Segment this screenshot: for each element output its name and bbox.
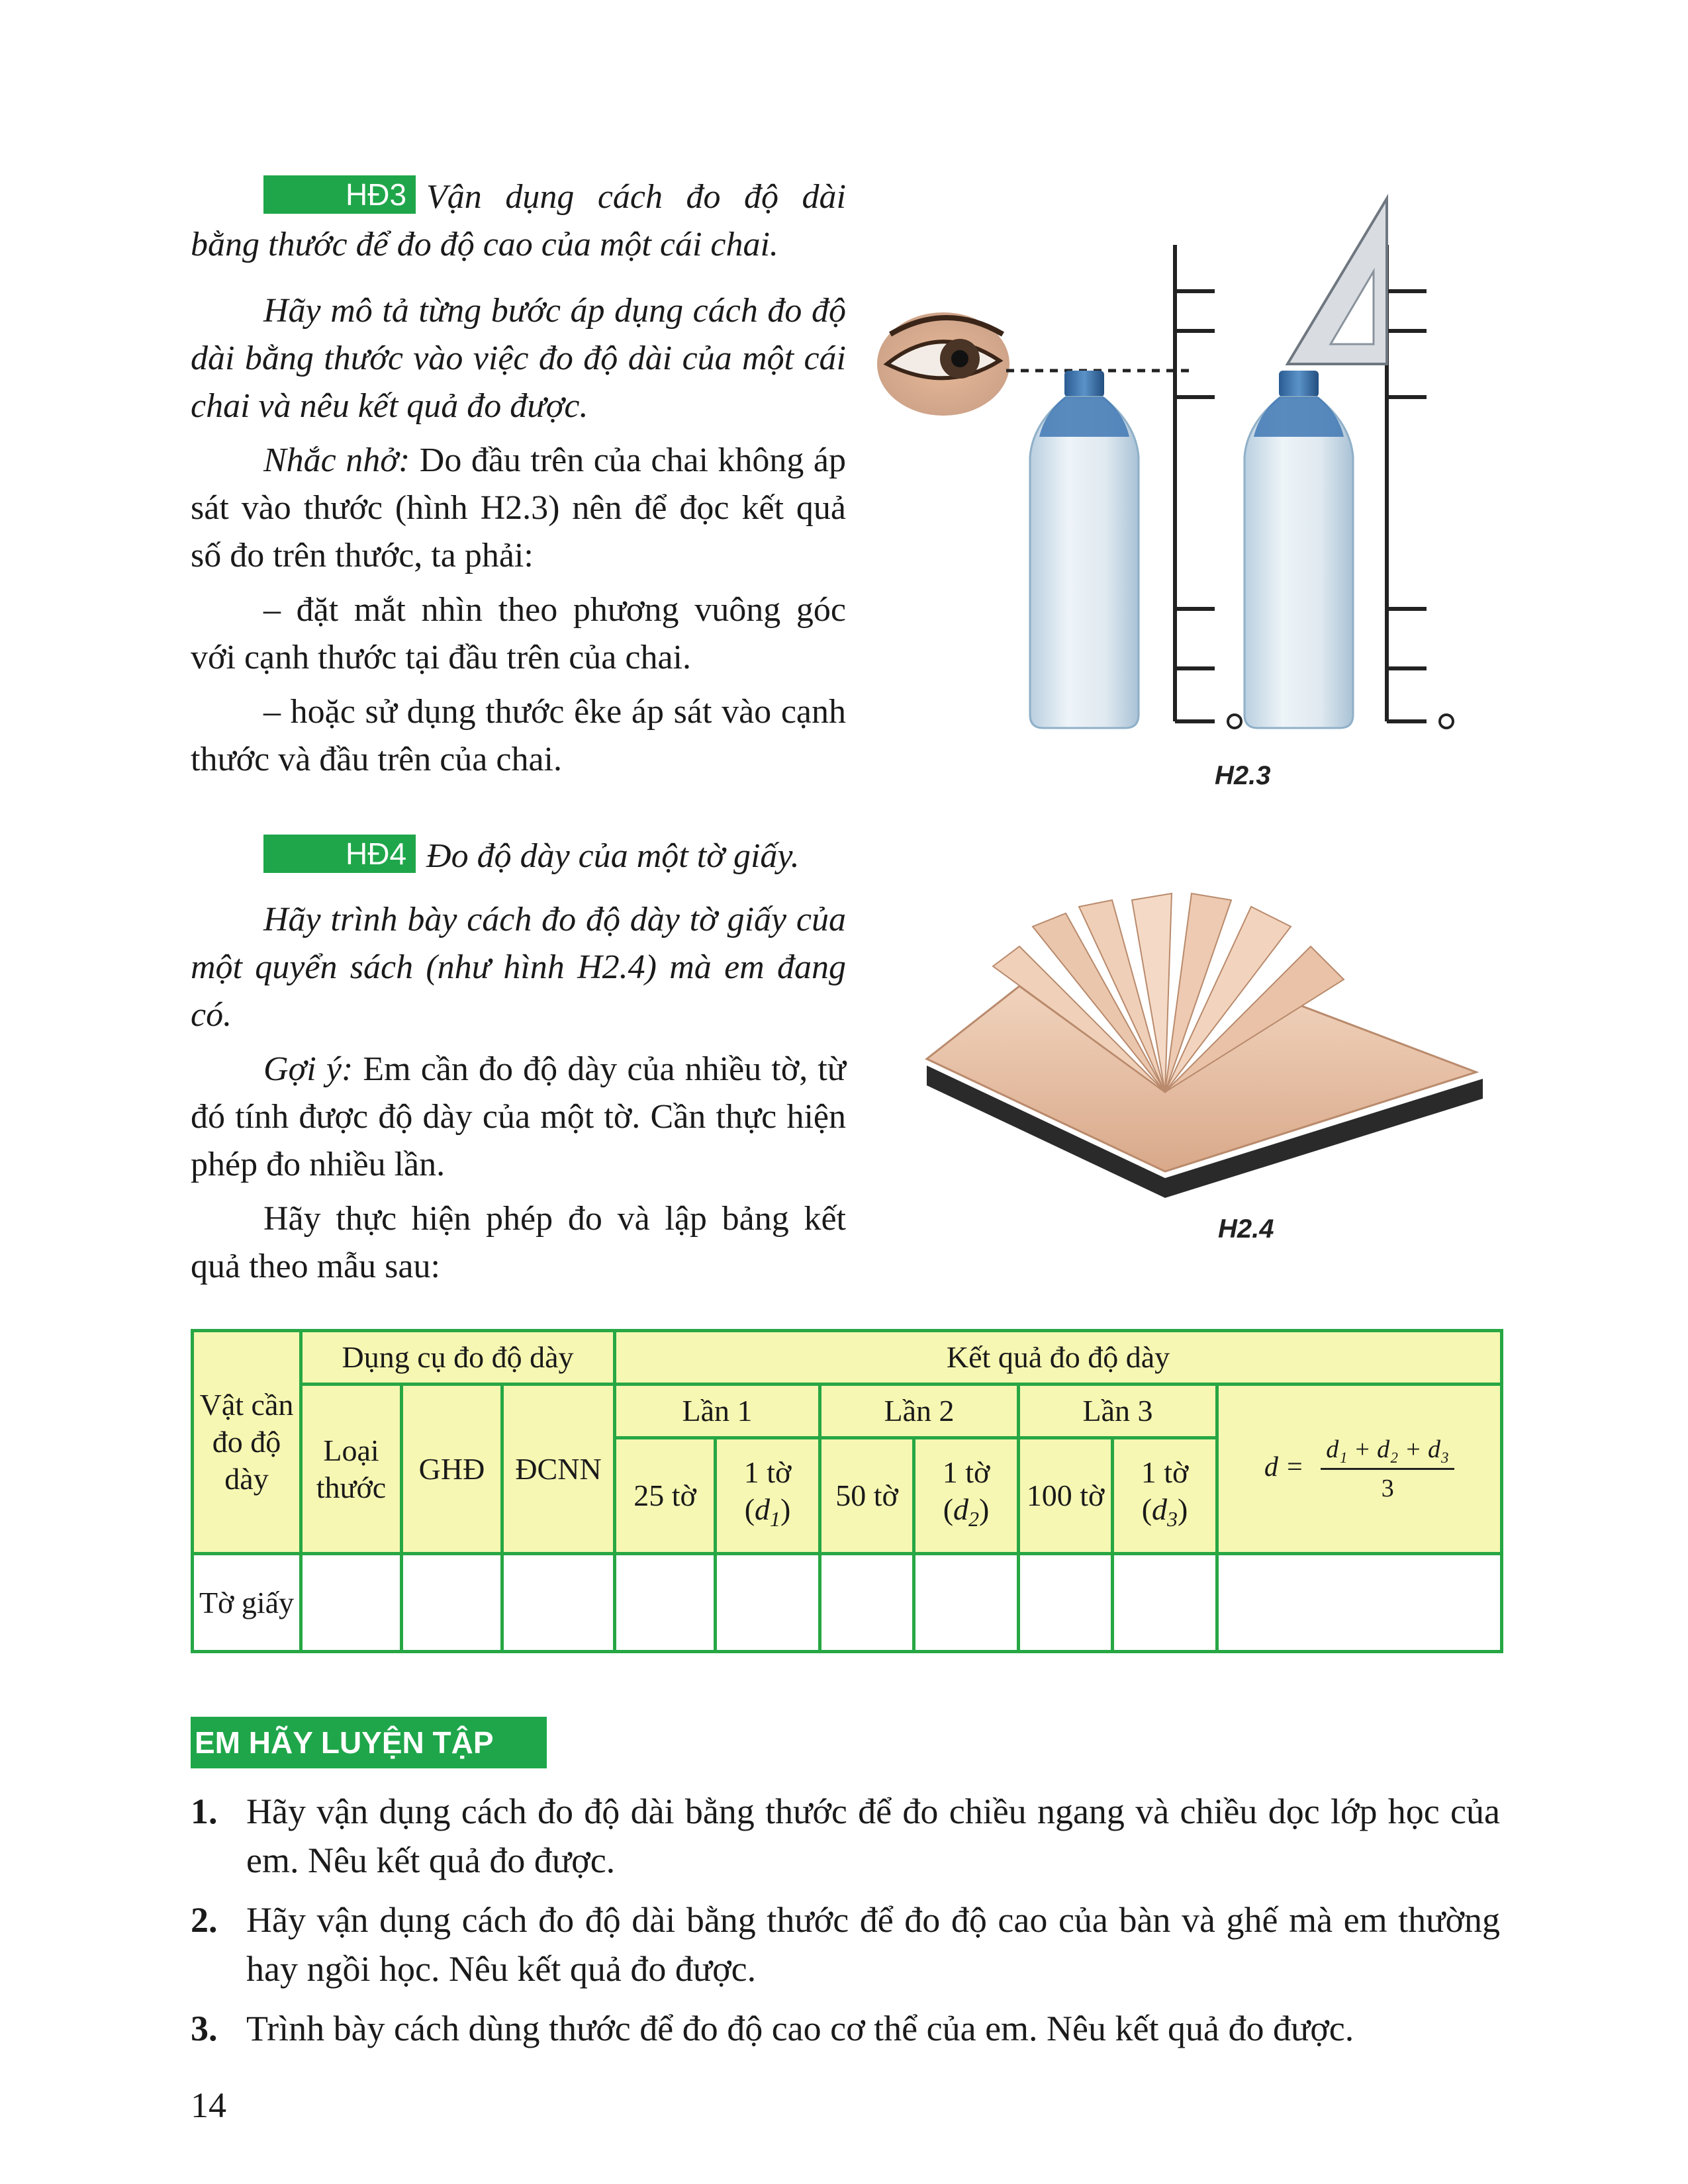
d2-subscript: 2 <box>968 1507 980 1531</box>
ruler-left <box>1175 245 1215 721</box>
figure-h2-4-caption: H2.4 <box>1218 1214 1274 1244</box>
col-1-sheet-d3: 1 tờ $(d_3)$ <box>1113 1437 1217 1554</box>
table-cell <box>1217 1554 1502 1652</box>
table-cell <box>1113 1554 1217 1652</box>
table-cell <box>301 1554 402 1652</box>
formula-fraction <box>1321 1431 1454 1507</box>
hd3-bullet-2: – hoặc sử dụng thước êke áp sát vào cạnh thước và đầu trên của chai. <box>191 693 846 778</box>
col-dcnn: ĐCNN <box>502 1384 615 1554</box>
table-cell <box>502 1554 615 1652</box>
open-book-icon <box>927 893 1483 1198</box>
formula-lhs: d = <box>1264 1452 1304 1483</box>
exercise-text: Trình bày cách dùng thước để đo độ cao cơ thể của em. Nêu kết quả đo được. <box>246 2009 1354 2048</box>
eye-icon <box>877 312 1009 416</box>
d3-subscript: 3 <box>1167 1507 1178 1531</box>
table-cell <box>914 1554 1019 1652</box>
hd4-task: Hãy thực hiện phép đo và lập bảng kết quả theo mẫu sau: <box>191 1200 846 1285</box>
col-tool-header: Dụng cụ đo độ dày <box>301 1331 615 1385</box>
col-1-sheet-d1: 1 tờ $(d_1)$ <box>716 1437 820 1554</box>
d1-subscript: 1 <box>770 1507 781 1531</box>
col-average-formula <box>1217 1384 1502 1554</box>
ruler-left-zero-mark <box>1228 715 1241 728</box>
hd3-reminder-label: Nhắc nhở: <box>263 441 410 479</box>
col-ghd: GHĐ <box>402 1384 502 1554</box>
col-object-header: Vật cần đo độ dày <box>193 1331 301 1554</box>
list-item <box>191 1787 1500 1885</box>
bottle-left <box>1030 371 1139 728</box>
hd3-section <box>191 173 846 790</box>
d1-symbol: d <box>755 1492 771 1527</box>
ruler-right <box>1387 245 1427 721</box>
list-item <box>191 2004 1500 2053</box>
bottle-right <box>1244 371 1353 728</box>
col-lan-1: Lần 1 <box>615 1384 820 1437</box>
table-cell <box>1019 1554 1113 1652</box>
figure-h2-4 <box>914 880 1496 1211</box>
hd3-bullet-1: – đặt mắt nhìn theo phương vuông góc với cạnh thước tại đầu trên của chai. <box>191 591 846 676</box>
d3-symbol: d <box>1152 1492 1168 1527</box>
row-label-paper: Tờ giấy <box>193 1554 301 1652</box>
exercise-number: 1. <box>191 1792 218 1831</box>
exercise-number: 3. <box>191 2009 218 2048</box>
table-cell <box>402 1554 502 1652</box>
hd4-hint <box>191 1046 846 1189</box>
col-lan-2: Lần 2 <box>820 1384 1019 1437</box>
col-100-sheets: 100 tờ <box>1019 1437 1113 1554</box>
hd4-title: Đo độ dày của một tờ giấy. <box>426 837 800 875</box>
hd4-hint-label: Gợi ý: <box>263 1050 353 1088</box>
hd4-instruction: Hãy trình bày cách đo độ dày tờ giấy của một quyển sách (như hình H2.4) mà em đang có. <box>191 901 846 1034</box>
ruler-right-zero-mark <box>1440 715 1453 728</box>
page-number: 14 <box>191 2085 226 2125</box>
hd4-section <box>191 833 846 1297</box>
exercise-text: Hãy vận dụng cách đo độ dài bằng thước để đo chiều ngang và chiều dọc lớp học của em. Nêu kết quả đo được. <box>246 1792 1500 1880</box>
hd3-title-para <box>191 173 846 269</box>
list-item <box>191 1895 1500 1993</box>
measurement-table <box>191 1329 1503 1653</box>
hd3-reminder-text: Do đầu trên của chai không áp sát vào thước (hình H2.3) nên để đọc kết quả số đo trên thước, ta phải: <box>191 441 846 574</box>
one-sheet-label: 1 tờ <box>942 1455 990 1490</box>
table-cell <box>820 1554 914 1652</box>
exercise-text: Hãy vận dụng cách đo độ dài bằng thước để đo độ cao của bàn và ghế mà em thường hay ngồi học. Nêu kết quả đo được. <box>246 1900 1500 1989</box>
hd3-badge: HĐ3 <box>263 175 416 214</box>
practice-list <box>191 1787 1500 2064</box>
hd3-reminder <box>191 437 846 580</box>
d2-symbol: d <box>953 1492 969 1527</box>
one-sheet-label: 1 tờ <box>743 1455 792 1490</box>
figure-h2-3 <box>874 165 1509 761</box>
hd4-hint-text: Em cần đo độ dày của nhiều tờ, từ đó tính được độ dày của một tờ. Cần thực hiện phép đo nhiều lần. <box>191 1050 846 1183</box>
col-ruler-type: Loại thước <box>301 1384 402 1554</box>
col-25-sheets: 25 tờ <box>615 1437 716 1554</box>
col-50-sheets: 50 tờ <box>820 1437 914 1554</box>
table-cell <box>615 1554 716 1652</box>
col-lan-3: Lần 3 <box>1019 1384 1217 1437</box>
formula-denominator: 3 <box>1381 1475 1394 1503</box>
figure-h2-3-caption: H2.3 <box>1215 761 1271 790</box>
practice-heading: EM HÃY LUYỆN TẬP <box>191 1717 547 1768</box>
exercise-number: 2. <box>191 1900 218 1940</box>
col-1-sheet-d2: 1 tờ $(d_2)$ <box>914 1437 1019 1554</box>
hd4-badge: HĐ4 <box>263 835 416 873</box>
hd3-title: Vận dụng cách đo độ dài bằng thước để đo độ cao của một cái chai. <box>191 178 846 263</box>
hd3-instruction: Hãy mô tả từng bước áp dụng cách đo độ dài bằng thước vào việc đo độ dài của một cái chai và nêu kết quả đo được. <box>191 292 846 425</box>
set-square-icon <box>1288 199 1387 364</box>
table-cell <box>716 1554 820 1652</box>
one-sheet-label: 1 tờ <box>1141 1455 1189 1490</box>
hd4-title-para <box>191 833 846 880</box>
col-result-header: Kết quả đo độ dày <box>615 1331 1502 1385</box>
formula-numerator: d₁ + d₂ + d₃ <box>1321 1431 1454 1470</box>
